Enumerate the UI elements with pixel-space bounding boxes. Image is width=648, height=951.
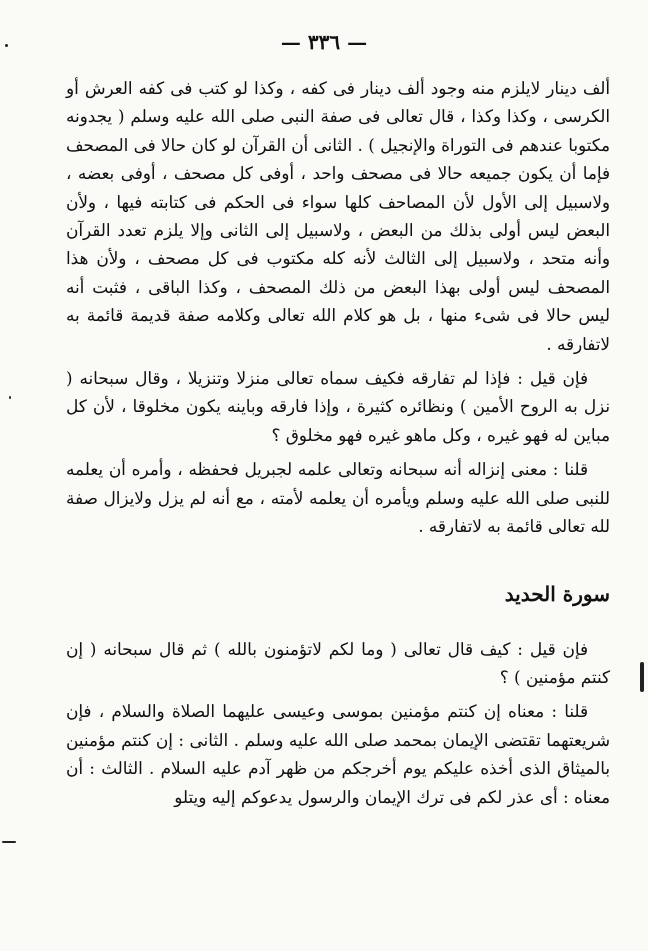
page-number: — ٣٣٦ — <box>280 30 368 54</box>
paragraph-answer: قلنا : معنى إنزاله أنه سبحانه وتعالى علمه لجبريل فحفظه ، وأمره أن يعلمه للنبى صلى الله عليه وسلم ويأمره أن يعلمه لأمته ، مع أنه لم يزل ولايزال صفة لله تعالى قائمة به لاتفارقه . <box>66 459 610 537</box>
scan-speck <box>640 662 644 692</box>
section-title: سورة الحديد <box>504 581 610 606</box>
page-body <box>66 74 610 811</box>
paragraph-answer: قلنا : معناه إن كنتم مؤمنين بموسى وعيسى عليهما الصلاة والسلام ، فإن شريعتهما تقتضى الإيمان بمحمد صلى الله عليه وسلم . الثانى : إن كنتم مؤمنين بالميثاق الذى أخذه عليكم يوم أخرجكم من ظهر آدم عليه السلام . الثالث : أن معناه : أى عذر لكم فى ترك الإيمان والرسول يدعوكم إليه ويتلو <box>66 701 610 807</box>
scan-speck <box>2 841 16 843</box>
paragraph-question: فإن قيل : كيف قال تعالى ( وما لكم لاتؤمنون بالله ) ثم قال سبحانه ( إن كنتم مؤمنين ) ؟ <box>66 638 610 687</box>
paragraph-continuation: ألف دينار لايلزم منه وجود ألف دينار فى كفه ، وكذا لو كتب فى كفه العرش أو الكرسى ، وكذا وكذا ، قال تعالى فى صفة النبى صلى الله عليه وسلم ( يجدونه مكتوبا عندهم فى التوراة والإنجيل ) . الثانى أن القرآن لو كان حالا فى المصحف فإما أن يكون جميعه حالا فى مصحف واحد ، أوفى كل مصحف ، أوفى بعضه ، ولاسبيل إلى الأول لأن المصاحف كلها سواء فى الحكم فى كتابته فيها ، ولأن البعض ليس أولى بذلك من البعض ، ولاسبيل إلى الثانى وإلا يلزم تعدد القرآن وأنه متحد ، ولاسبيل إلى الثالث لأنه كله مكتوب فى كل مصحف ، ولأن هذا المصحف ليس أولى بهذا البعض من ذلك المصحف ، وكذا الباقى ، فثبت أنه ليس حالا فى شىء منها ، بل هو كلام الله تعالى وكلامه صفة قديمة قائمة به لاتفارقه . <box>66 78 610 354</box>
scan-speck <box>9 396 11 399</box>
paragraph-question: فإن قيل : فإذا لم تفارقه فكيف سماه تعالى منزلا وتنزيلا ، وقال سبحانه ( نزل به الروح الأمين ) ونظائره كثيرة ، وإذا فارقه وباينه يكون مخلوقا ، لأن كل مباين له فهو غيره ، وكل ماهو غيره فهو مخلوق ؟ <box>66 368 610 445</box>
scan-speck <box>5 44 8 47</box>
